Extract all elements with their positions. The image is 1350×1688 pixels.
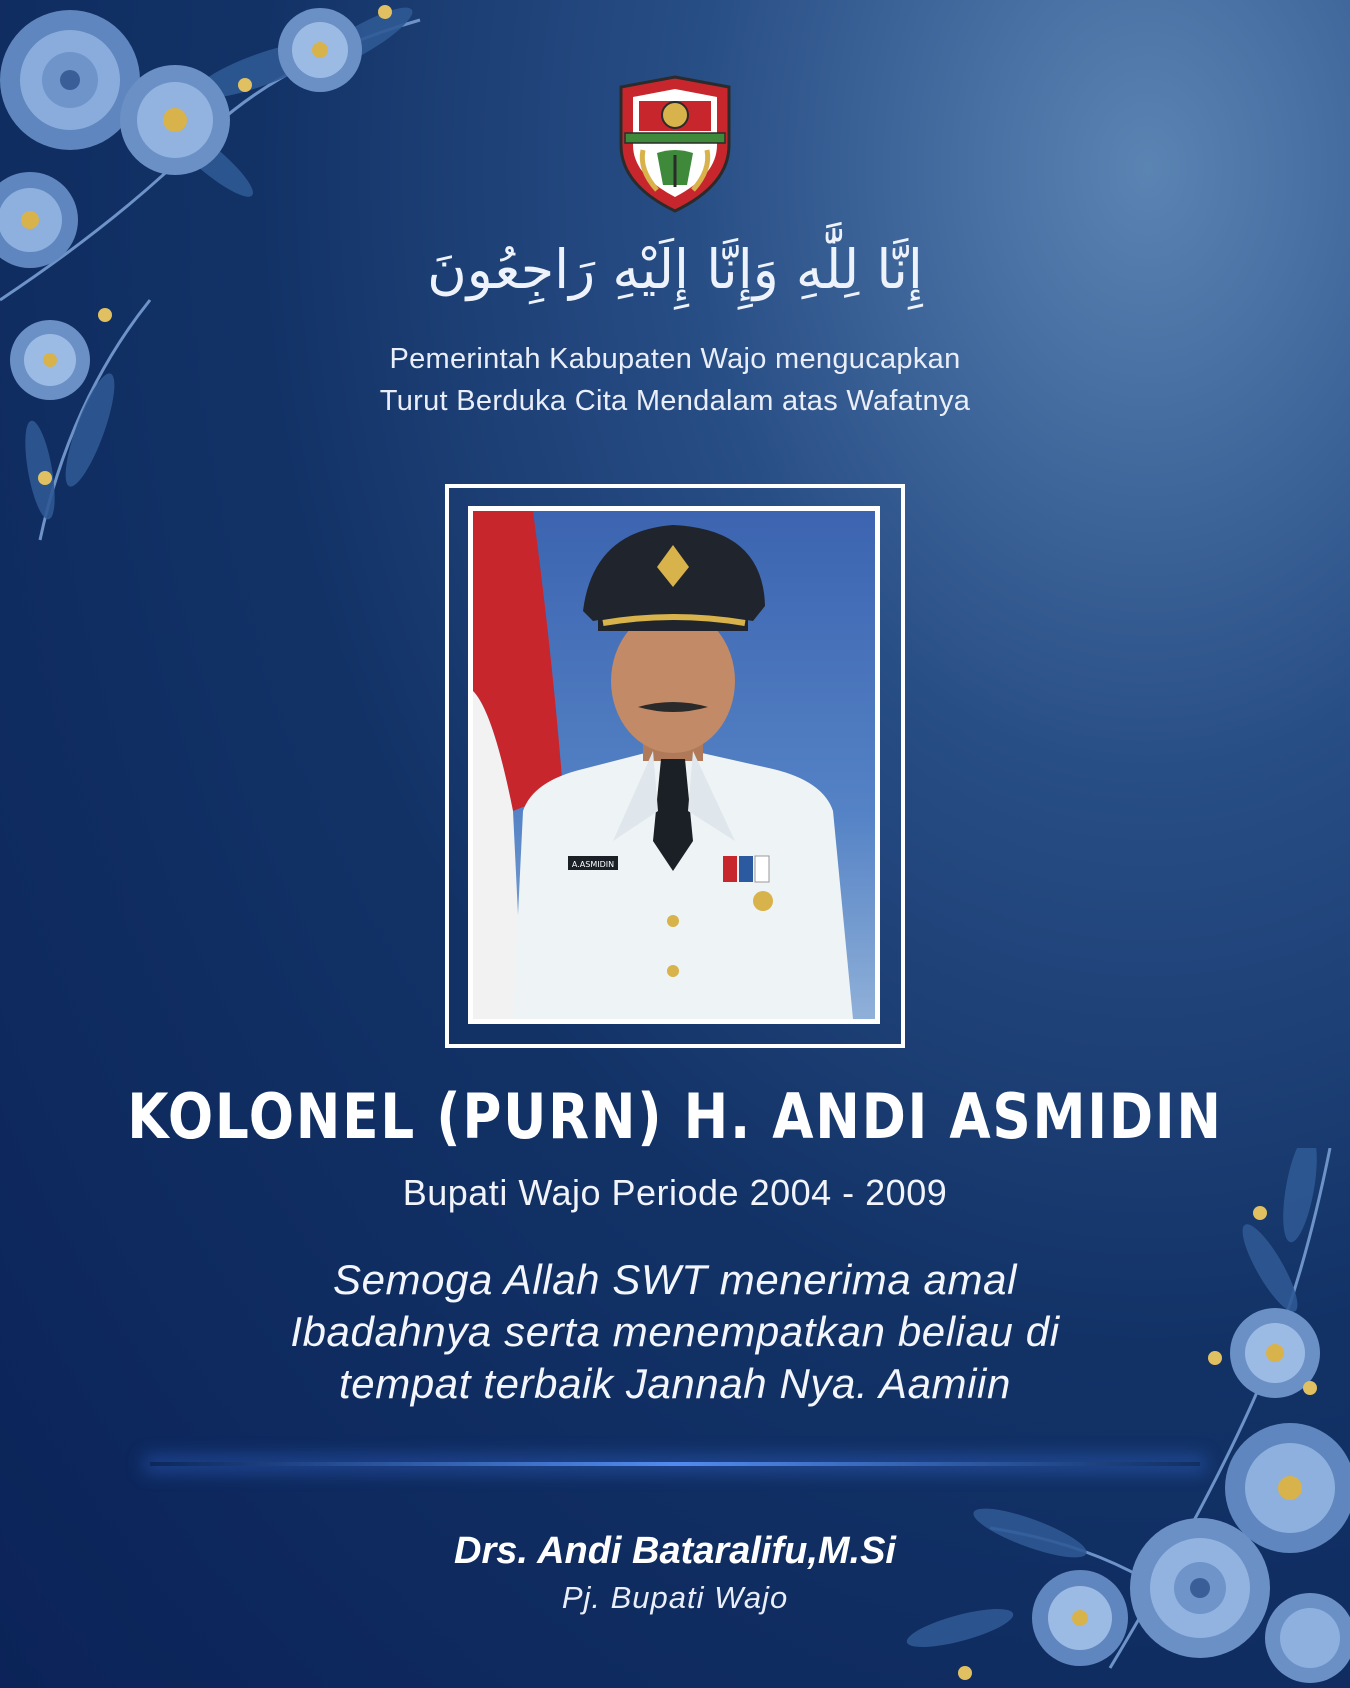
prayer-line-1: Semoga Allah SWT menerima amal (332, 1256, 1017, 1303)
flower-icon (0, 10, 140, 150)
intro-line-2: Turut Berduka Cita Mendalam atas Wafatnya (379, 385, 971, 417)
signer-name: Drs. Andi Bataralifu,M.Si (454, 1530, 896, 1572)
name-tag: A.ASMIDIN (571, 860, 615, 869)
signer-title: Pj. Bupati Wajo (561, 1580, 789, 1615)
arabic-condolence-phrase: إِنَّا لِلَّٰهِ وَإِنَّا إِلَيْهِ رَاجِعُونَ (427, 238, 923, 301)
prayer-text (180, 1254, 1170, 1410)
wajo-regency-emblem-icon (617, 75, 733, 213)
prayer-line-2: Ibadahnya serta menempatkan beliau di (290, 1308, 1060, 1355)
glow-divider (150, 1462, 1200, 1466)
deceased-name: KOLONEL (PURN) H. ANDI ASMIDIN (127, 1080, 1223, 1153)
intro-line-1: Pemerintah Kabupaten Wajo mengucapkan (389, 343, 961, 375)
flower-icon (278, 8, 362, 92)
prayer-line-3: tempat terbaik Jannah Nya. Aamiin (339, 1360, 1011, 1407)
deceased-position: Bupati Wajo Periode 2004 - 2009 (402, 1172, 948, 1213)
flower-icon (120, 65, 230, 175)
condolence-intro (0, 338, 1350, 422)
portrait-photo (468, 506, 880, 1024)
